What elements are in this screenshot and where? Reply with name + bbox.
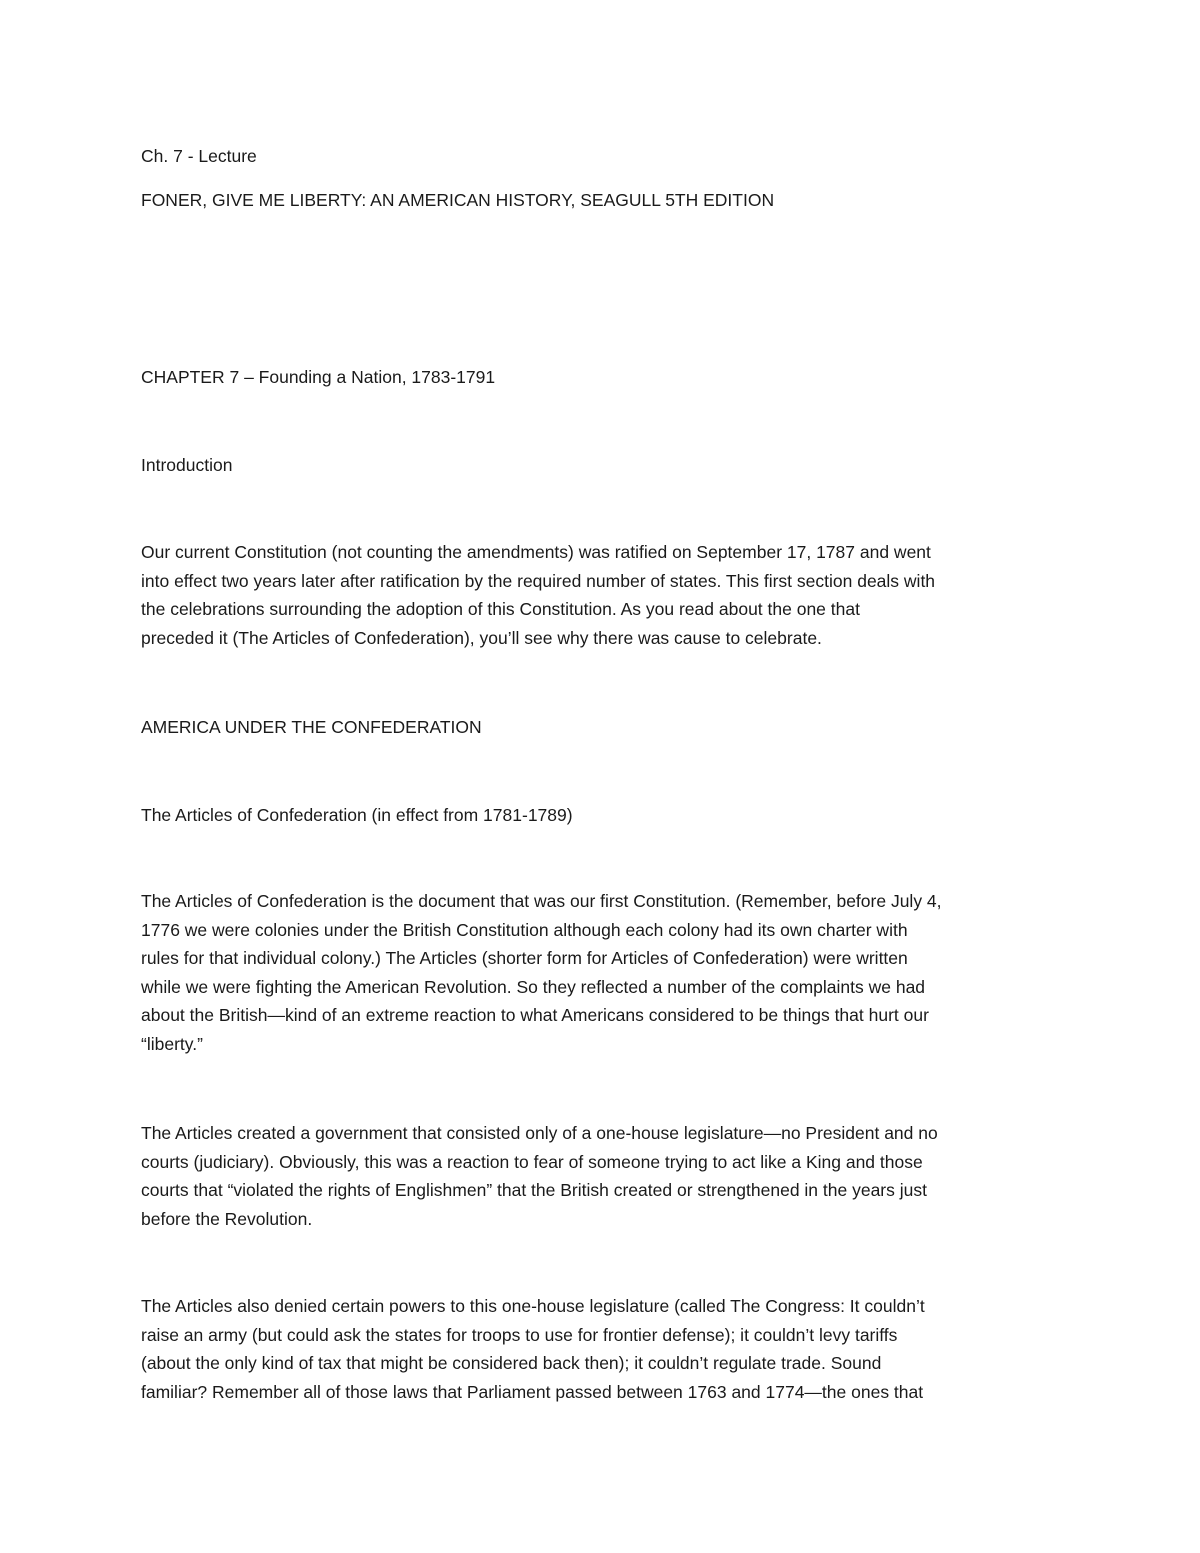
section-heading: AMERICA UNDER THE CONFEDERATION (141, 717, 482, 737)
paragraph-line: The Articles also denied certain powers to this one-house legislature (called The Congress: It couldn’t (141, 1296, 925, 1316)
paragraph-denied-powers (141, 1292, 1071, 1406)
paragraph-line: familiar? Remember all of those laws that Parliament passed between 1763 and 1774—the ones that (141, 1381, 924, 1402)
paragraph-articles-first-constitution (141, 887, 1071, 1058)
paragraph-line: 1776 we were colonies under the British Constitution although each colony had its own charter with (141, 919, 908, 940)
paragraph-line: “liberty.” (141, 1033, 203, 1054)
paragraph-line: Our current Constitution (not counting the amendments) was ratified on September 17, 1787 and went (141, 542, 931, 562)
paragraph-line: into effect two years later after ratification by the required number of states. This first section deals with (141, 570, 936, 591)
paragraph-line: before the Revolution. (141, 1208, 313, 1229)
intro-paragraph (141, 538, 1071, 652)
paragraph-line: rules for that individual colony.) The Articles (shorter form for Articles of Confederation) were written (141, 948, 908, 968)
paragraph-line: courts (judiciary). Obviously, this was a reaction to fear of someone trying to act like a King and those (141, 1151, 923, 1172)
introduction-heading: Introduction (141, 455, 233, 475)
paragraph-line: while we were fighting the American Revolution. So they reflected a number of the complaints we had (141, 976, 926, 997)
paragraph-line: courts that “violated the rights of Englishmen” that the British created or strengthened in the years just (141, 1180, 927, 1200)
paragraph-line: preceded it (The Articles of Confederation), you’ll see why there was cause to celebrate. (141, 627, 822, 648)
paragraph-line: The Articles created a government that consisted only of a one-house legislature—no President and no (141, 1123, 938, 1143)
paragraph-line: The Articles of Confederation is the document that was our first Constitution. (Remember, before July 4, (141, 891, 942, 911)
paragraph-line: the celebrations surrounding the adoption of this Constitution. As you read about the one that (141, 599, 860, 619)
subsection-heading: The Articles of Confederation (in effect from 1781-1789) (141, 805, 573, 825)
lecture-label: Ch. 7 - Lecture (141, 146, 257, 166)
paragraph-line: raise an army (but could ask the states for troops to use for frontier defense); it couldn’t levy tariffs (141, 1324, 898, 1345)
paragraph-line: (about the only kind of tax that might be considered back then); it couldn’t regulate trade. Sound (141, 1353, 882, 1373)
book-title: FONER, GIVE ME LIBERTY: AN AMERICAN HISTORY, SEAGULL 5TH EDITION (141, 190, 775, 210)
paragraph-line: about the British—kind of an extreme reaction to what Americans considered to be things that hurt our (141, 1005, 929, 1025)
paragraph-one-house-legislature (141, 1119, 1071, 1233)
chapter-title: CHAPTER 7 – Founding a Nation, 1783-1791 (141, 367, 496, 387)
